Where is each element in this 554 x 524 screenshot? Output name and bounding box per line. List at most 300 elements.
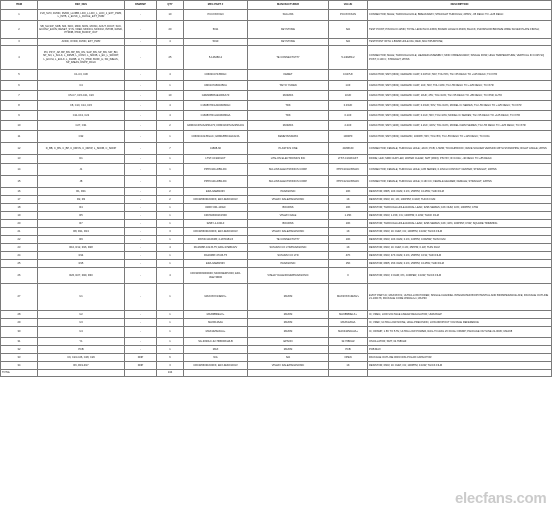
row-ref-des: R6, R19-R17 xyxy=(38,362,125,370)
table-row xyxy=(1,260,552,268)
row-manufacturer: TE CONNECTIVITY xyxy=(248,46,329,70)
row-dni-dnp: - xyxy=(125,176,157,188)
row-mfg-part: ERA-6AEB153V xyxy=(184,260,248,268)
row-value: 10UF xyxy=(329,91,368,101)
row-item: 32 xyxy=(1,346,38,354)
row-item: 20 xyxy=(1,220,38,228)
row-mfg-part: CRCW06031K00FK; ERJ-3EKF1001V xyxy=(184,362,248,370)
row-value: 10K xyxy=(329,236,368,244)
row-item: 19 xyxy=(1,212,38,220)
row-mfg-part: MAX44252AUA+ xyxy=(184,327,248,338)
row-ref-des: R15 xyxy=(38,260,125,268)
row-value: 1.15K xyxy=(329,212,368,220)
row-manufacturer: MAXIM xyxy=(248,346,329,354)
row-qty: 1 xyxy=(157,346,184,354)
row-ref-des: 1V8_SVO, DVDD, DVDD_LLOBB, LDO_L,LDO_L_LDO_1_EXT_PWR, L_INTB, L_ECVK_L_DAYLE_EXT_PWR xyxy=(38,10,125,21)
row-dni-dnp: - xyxy=(125,212,157,220)
row-description: TEST POINT; PIN DIA=0.125IN; TOTAL LENGTH=0.445IN; BOARD HOLE=0.063IN; BLACK; PHOSPHOR BRONZE WIRE SILVER PLATE FINISH; xyxy=(368,21,552,39)
row-item: 9 xyxy=(1,111,38,121)
row-value: N/A xyxy=(329,21,368,39)
row-ref-des: Y1 xyxy=(38,338,125,346)
row-value: 0 xyxy=(329,268,368,284)
table-row xyxy=(1,362,552,370)
row-manufacturer: SULLINS xyxy=(248,10,329,21)
row-value: MAX44252AUA+ xyxy=(329,327,368,338)
table-row xyxy=(1,131,552,143)
row-item: 10 xyxy=(1,121,38,131)
total-empty xyxy=(329,370,368,377)
row-mfg-part: 5011 xyxy=(184,21,248,39)
row-dni-dnp: - xyxy=(125,155,157,164)
row-dni-dnp: - xyxy=(125,91,157,101)
row-dni-dnp: - xyxy=(125,252,157,260)
row-qty: 4 xyxy=(157,39,184,46)
total-qty: 134 xyxy=(157,370,184,377)
table-row xyxy=(1,220,552,228)
row-description: CAPACITOR; SMT (0603); CERAMIC; 1000PF; 50V; TOL=5%; TG=-55 DEGC TO +125 DEGC; TC=C0G xyxy=(368,131,552,143)
row-manufacturer: VISHAY DALE/PANASONIC xyxy=(248,228,329,236)
col-qty: QTY xyxy=(157,1,184,10)
row-qty: 4 xyxy=(157,101,184,111)
row-qty: 1 xyxy=(157,284,184,311)
table-row xyxy=(1,111,552,121)
row-description: RESISTOR; 0603; 1K OHM; 1%; 100PPM; 0.10W; THICK FILM xyxy=(368,228,552,236)
row-item: 16 xyxy=(1,188,38,196)
row-dni-dnp: - xyxy=(125,284,157,311)
row-ref-des: D_BB, C_BN, C_BP, C_DRVN, C_DRVP, L_SDOB, C_SDOP xyxy=(38,143,125,155)
row-value: MAX6126AA xyxy=(329,319,368,327)
row-item: 29 xyxy=(1,319,38,327)
row-value: PCCXXXXAN xyxy=(329,10,368,21)
row-ref-des: R26, R27, R29, R30 xyxy=(38,268,125,284)
row-mfg-part: CRCW06031K15FK xyxy=(184,212,248,220)
row-manufacturer: TDK xyxy=(248,101,329,111)
row-description: RESISTOR; THROUGH-HOLE-RADIAL LEAD; 3296 SERIES; 10K OHM; 10%; 100PPM; 0.5W xyxy=(368,204,552,212)
row-manufacturer: KEMET xyxy=(248,70,329,81)
row-item: 28 xyxy=(1,311,38,319)
row-mfg-part: GRM188R61E106KA73 xyxy=(184,91,248,101)
table-row xyxy=(1,236,552,244)
row-item: 17 xyxy=(1,196,38,204)
row-description: RESISTOR; 0603; 1K OHM; 1%; 100PPM; 0.10W; THICK FILM xyxy=(368,362,552,370)
row-manufacturer: MURATA xyxy=(248,121,329,131)
row-qty: 1 xyxy=(157,338,184,346)
row-qty: 3 xyxy=(157,228,184,236)
row-item: 12 xyxy=(1,143,38,155)
row-qty: 1 xyxy=(157,155,184,164)
table-row xyxy=(1,164,552,176)
table-row xyxy=(1,46,552,70)
table-row xyxy=(1,212,552,220)
row-mfg-part: 5-146280-2 xyxy=(184,46,248,70)
table-row xyxy=(1,284,552,311)
row-description: EVKIT PART-IC; MAX3XXX1; ULTRA-LOW POWER, SINGLE-CHANNEL INTEGRATED BIOPOTENTIAL AND BIOIMPEDANCE AFE; PACKAGE OUTLINE 21-100176; PACKAGE CODE W302L2+1; WLP30 xyxy=(368,284,552,311)
row-ref-des: R4 xyxy=(38,204,125,212)
row-mfg-part: CRCW06031K00FK; ERJ-3EKF1001V xyxy=(184,228,248,236)
row-value: MAX8880ELX+ xyxy=(329,311,368,319)
table-row xyxy=(1,338,552,346)
row-description: CAPACITOR; SMT (1206); CERAMIC CHIP; 2.2UF; 100V; TOL=10%; MODEL=GRM SERIES; TG=-55 DEGC TO +125 DEGC; TC=X7R xyxy=(368,121,552,131)
row-mfg-part: RG1608P-473-B-T5 xyxy=(184,252,248,260)
row-mfg-part: 41808-60 xyxy=(184,143,248,155)
row-ref-des: C1-C3, C30 xyxy=(38,70,125,81)
bom-body xyxy=(1,10,552,370)
row-ref-des: PCB xyxy=(38,346,125,354)
row-qty: 10 xyxy=(157,10,184,21)
row-description: CONNECTOR; FEMALE; THROUGH HOLE; JACK; PCB; 1.5MM; TOUCHPROOF; WAVE SOLDER VERSION WITH STANDPIPE; RIGHT ANGLE; 2PINS xyxy=(368,143,552,155)
row-dni-dnp: - xyxy=(125,101,157,111)
row-qty: 4 xyxy=(157,111,184,121)
row-description: CONNECTOR; FEMALE; THROUGH HOLE; 0.1IN CC; FEMALE HEADER; FEMALE; STRAIGHT; 12PINS xyxy=(368,176,552,188)
row-dni-dnp: - xyxy=(125,338,157,346)
header-row xyxy=(1,1,552,10)
row-ref-des: R10, R12, R16, R28 xyxy=(38,244,125,252)
row-qty: 10 xyxy=(157,91,184,101)
row-mfg-part: MAX6126AA xyxy=(184,319,248,327)
table-row xyxy=(1,155,552,164)
col-item: ITEM xyxy=(1,1,38,10)
row-qty: 1 xyxy=(157,220,184,228)
row-item: 2 xyxy=(1,21,38,39)
row-manufacturer: TAIYO YUDEN xyxy=(248,81,329,91)
row-manufacturer: VISHAY DALE xyxy=(248,212,329,220)
col-mfg-part: MFG PART # xyxy=(184,1,248,10)
row-description: PACKAGE OUTLINE 0603 NON-POLAR CAPACITOR xyxy=(368,354,552,362)
row-qty: 7 xyxy=(157,143,184,155)
row-ref-des: J8 xyxy=(38,176,125,188)
row-description: IC; OPAMP; 1.8V TO 5.5V, ULTRA-LOW POWER, RAIL-TO-RAIL I/O DUAL OPAMP; PACKAGE OUTLINE 21-0036; UMAX8 xyxy=(368,327,552,338)
row-manufacturer: MAXIM xyxy=(248,311,329,319)
row-description: PCB:MAX xyxy=(368,346,552,354)
row-mfg-part: SG-3030LC-32.768000KHZ-B xyxy=(184,338,248,346)
row-manufacturer: KEYSTONE xyxy=(248,39,329,46)
row-value: 10K xyxy=(329,188,368,196)
row-value: 0.047UF xyxy=(329,70,368,81)
row-manufacturer: TE CONNECTIVITY xyxy=(248,236,329,244)
row-qty: 1 xyxy=(157,131,184,143)
row-description: RESISTOR; 0603; 1.15K; 1%; 100PPM; 0.10W; THICK FILM xyxy=(368,212,552,220)
row-qty: 1 xyxy=(157,311,184,319)
row-qty: 3 xyxy=(157,362,184,370)
row-description: TESTPOINT WITH 1.80MM HOLE DIA; RED, MULTIPURPOSE; xyxy=(368,39,552,46)
row-mfg-part: GRM31CR72A225KA73; KRM31KR72A225KA01 xyxy=(184,121,248,131)
row-manufacturer: SUSUMU CO LTD xyxy=(248,252,329,260)
row-ref-des: D1 xyxy=(38,155,125,164)
row-ref-des: J1 xyxy=(38,164,125,176)
row-manufacturer: LITE-ON ELECTRONICS INC xyxy=(248,155,329,164)
row-dni-dnp: - xyxy=(125,111,157,121)
row-dni-dnp: - xyxy=(125,228,157,236)
row-value: LTST-C194KGKT xyxy=(329,155,368,164)
row-ref-des: R8, R11, R13 xyxy=(38,228,125,236)
row-manufacturer: MAXIM xyxy=(248,327,329,338)
row-item: 22 xyxy=(1,236,38,244)
row-dni-dnp: DNP xyxy=(125,362,157,370)
row-dni-dnp: - xyxy=(125,327,157,338)
row-qty: 1 xyxy=(157,81,184,91)
row-mfg-part: 3296Y-1-103LF xyxy=(184,220,248,228)
row-description: RESISTOR; 0603; 47K OHM; 0.1%; 25PPM; 0.1W; THIN FILM xyxy=(368,252,552,260)
row-value: 32.768KHZ xyxy=(329,338,368,346)
row-item: 13 xyxy=(1,155,38,164)
row-ref-des: C8, C10, C14, C15 xyxy=(38,101,125,111)
row-value: 15K xyxy=(329,260,368,268)
row-manufacturer: VISHAY DALE/PANASONIC xyxy=(248,362,329,370)
row-item: 30 xyxy=(1,327,38,338)
row-value: 1UF xyxy=(329,81,368,91)
row-dni-dnp: - xyxy=(125,196,157,204)
row-description: CAPACITOR; SMT (0603); CERAMIC CHIP; 0.047UF; 50V; TOL=5%; TG=-55 DEGC TO +125 DEGC; TC=X7R xyxy=(368,70,552,81)
row-item: 7 xyxy=(1,91,38,101)
table-row xyxy=(1,39,552,46)
table-row xyxy=(1,252,552,260)
row-qty: 1 xyxy=(157,319,184,327)
row-description: RESISTOR; 0603; 10K OHM; 0.1%; 10PPM; 0.0625W; THIN FILM xyxy=(368,236,552,244)
table-row xyxy=(1,21,552,39)
row-dni-dnp: - xyxy=(125,121,157,131)
table-row xyxy=(1,188,552,196)
table-row xyxy=(1,244,552,252)
row-item: 27 xyxy=(1,284,38,311)
row-manufacturer: TDK xyxy=(248,111,329,121)
row-dni-dnp: - xyxy=(125,21,157,39)
row-item: 3 xyxy=(1,39,38,46)
row-ref-des: R2, R3 xyxy=(38,196,125,204)
row-ref-des: SB_SH,SIP_SDB, SDI, SDO, MDD, MON, MONC, AOUT, DOUT, SCK, ECONV_ECNV, RESET_SYN, VREF, MONO1, MONO2, INTOB, RAND, PTRNB, PWR_BUFFP_OUT xyxy=(38,21,125,39)
table-row xyxy=(1,70,552,81)
row-manufacturer: KEMET/MURATA xyxy=(248,131,329,143)
row-manufacturer: SULLINS ELECTRONICS CORP. xyxy=(248,176,329,188)
row-dni-dnp: - xyxy=(125,260,157,268)
row-description: RESISTOR; THROUGH-HOLE-RADIAL LEAD; 3296 SERIES; 10K; 10%; 100PPM; 0.5W; SQUARE TRIMMING xyxy=(368,220,552,228)
row-manufacturer: N/A xyxy=(248,354,329,362)
watermark: elecfans.com xyxy=(455,490,547,507)
row-manufacturer: EPSON xyxy=(248,338,329,346)
row-item: 33 xyxy=(1,354,38,362)
row-description: CONNECTOR; MALE; THROUGH HOLE; HEADER ASSEMBLY; MOD II BREAKAWAY; SINGLE ROW; HIGH TEMPERATURE; VERTICAL IN 0.025 SQ POST; 0.100 C; STRAIGHT; 2PINS xyxy=(368,46,552,70)
row-mfg-part: PPPC121LFBN-RC xyxy=(184,176,248,188)
row-description: RESISTOR; 0603; 0 OHM; 0%; JUMPER; 0.10W; THICK FILM xyxy=(368,268,552,284)
row-dni-dnp: - xyxy=(125,319,157,327)
row-item: 5 xyxy=(1,70,38,81)
row-description: CAPACITOR; SMT (0603); CERAMIC CHIP; 0.33UF; 50V; TOL=10%; MODEL=C SERIES; TG=-55 DEGC TO +125 DEGC; TC=X7R xyxy=(368,101,552,111)
row-mfg-part: C1608X7R1H104K080AA xyxy=(184,111,248,121)
row-description: CONNECTOR; MALE; THROUGH HOLE; BREAKAWAY; STRAIGHT THROUGH; 2PINS; -65 DEGC TO +125 DEGC xyxy=(368,10,552,21)
col-value: VALUE xyxy=(329,1,368,10)
row-ref-des: C27, C31 xyxy=(38,121,125,131)
row-mfg-part: 5010 xyxy=(184,39,248,46)
row-mfg-part: CRCW06031K00FK; ERJ-3EKF1001V xyxy=(184,196,248,204)
row-mfg-part: UMK107ABJ105KA xyxy=(184,81,248,91)
row-item: 18 xyxy=(1,204,38,212)
row-dni-dnp: - xyxy=(125,311,157,319)
table-row xyxy=(1,10,552,21)
table-row xyxy=(1,228,552,236)
row-item: 23 xyxy=(1,244,38,252)
row-qty: 4 xyxy=(157,244,184,252)
row-value: PPPC101LFBN-RC xyxy=(329,164,368,176)
row-value: 1K xyxy=(329,362,368,370)
row-manufacturer: VISHAY DALE/PANASONIC xyxy=(248,196,329,204)
row-manufacturer: PANASONIC xyxy=(248,260,329,268)
row-ref-des: C4 xyxy=(38,81,125,91)
row-dni-dnp: - xyxy=(125,204,157,212)
row-mfg-part: MAX3XXX13ENV+ xyxy=(184,284,248,311)
col-dni-dnp: DNI/DNP xyxy=(125,1,157,10)
table-row xyxy=(1,143,552,155)
row-item: 21 xyxy=(1,228,38,236)
row-manufacturer: KEYSTONE xyxy=(248,21,329,39)
bom-footer xyxy=(1,370,552,377)
row-description: CAPACITOR; SMT (0603); CERAMIC CHIP; 1UF; 50V; TOL=10%; TG=-55 DEGC TO +125 DEGC; TC=X7R xyxy=(368,81,552,91)
row-ref-des: U1 xyxy=(38,284,125,311)
row-ref-des: C32 xyxy=(38,131,125,143)
col-manufacturer: MANUFACTURER xyxy=(248,1,329,10)
row-dni-dnp: - xyxy=(125,81,157,91)
row-manufacturer: MURATA xyxy=(248,91,329,101)
row-ref-des: R7 xyxy=(38,220,125,228)
row-mfg-part: MAX8880ELX+ xyxy=(184,311,248,319)
row-manufacturer: SULLINS ELECTRONICS CORP. xyxy=(248,164,329,176)
row-ref-des: U3 xyxy=(38,319,125,327)
row-qty: 1 xyxy=(157,212,184,220)
row-value: 47K xyxy=(329,252,368,260)
row-item: 15 xyxy=(1,176,38,188)
row-mfg-part: 3296Y-001-103LF xyxy=(184,204,248,212)
table-row xyxy=(1,121,552,131)
row-manufacturer: PANASONIC xyxy=(248,188,329,196)
row-qty: 1 xyxy=(157,236,184,244)
row-mfg-part: RN73C1J10K0B; 4-1879181-5 xyxy=(184,236,248,244)
row-item: 24 xyxy=(1,252,38,260)
total-empty xyxy=(248,370,329,377)
row-manufacturer: MAXIM xyxy=(248,284,329,311)
row-dni-dnp: - xyxy=(125,143,157,155)
total-empty xyxy=(184,370,248,377)
row-value: 1K xyxy=(329,228,368,236)
row-mfg-part: N/A xyxy=(184,354,248,362)
row-description: IC; VREG; LOW-VOLTAGE LINEAR REGULATOR; UMAX8-EP xyxy=(368,311,552,319)
row-ref-des: R9 xyxy=(38,236,125,244)
row-manufacturer: BOURNS xyxy=(248,220,329,228)
bom-header xyxy=(1,1,552,10)
row-qty: 1 xyxy=(157,260,184,268)
row-description: RESISTOR; 0805; 15K OHM; 0.1%; 25PPM; 0.125W; THIN FILM xyxy=(368,260,552,268)
row-value: 2.2UF xyxy=(329,121,368,131)
table-row xyxy=(1,176,552,188)
row-qty: 1 xyxy=(157,164,184,176)
row-ref-des: PN, PP, P_AP, BP_BN, BP_BN_ON, SAP_BN, SP_BN, SIP_BN, SP_SN, L_SCLK, L_DRVB, L_CONV, L_SDOB, L_EC_L_SDORT, L_ECVH, L_ECLK, L_DHNB, H_TL_PWR, BUFF_H, SN_IMEAS, SP_IMEAS, DNPP_RCLK xyxy=(38,46,125,70)
table-row xyxy=(1,268,552,284)
row-description: RESISTOR; 0603; 1K OHM; 0.1%; 25PPM; 0.1W; THIN FILM xyxy=(368,244,552,252)
total-label: TOTAL xyxy=(1,370,38,377)
row-mfg-part: C1608X7R1H334K080AC xyxy=(184,101,248,111)
row-qty: 6 xyxy=(157,354,184,362)
row-qty: 1 xyxy=(157,204,184,212)
row-value: 0.33UF xyxy=(329,101,368,111)
row-description: DIODE; LED; SMD CHIP LED; WATER CLEAR; SMT (0603); PIV=5V; IF=0.02A; -40 DEGC TO +85 DEGC xyxy=(368,155,552,164)
row-description: CAPACITOR; SMT (0603); CERAMIC CHIP; 0.1UF; 50V; TOL=10%; MODEL=C SERIES; TG=-55 DEGC TO +125 DEGC; TC=X7R xyxy=(368,111,552,121)
row-value: N/A xyxy=(329,39,368,46)
table-row xyxy=(1,81,552,91)
row-dni-dnp: - xyxy=(125,131,157,143)
row-dni-dnp: - xyxy=(125,244,157,252)
row-dni-dnp: - xyxy=(125,346,157,354)
row-value: 1000PF xyxy=(329,131,368,143)
row-item: 34 xyxy=(1,362,38,370)
row-mfg-part: MAX xyxy=(184,346,248,354)
table-row xyxy=(1,354,552,362)
row-item: 11 xyxy=(1,131,38,143)
row-ref-des: R14 xyxy=(38,252,125,260)
col-ref-des: REF_DES xyxy=(38,1,125,10)
row-manufacturer: SUSUMU CO LTD/PANASONIC xyxy=(248,244,329,252)
row-qty: 4 xyxy=(157,268,184,284)
row-item: 25 xyxy=(1,260,38,268)
row-value: PPPC121LFBN-RC xyxy=(329,176,368,188)
table-row xyxy=(1,101,552,111)
table-row xyxy=(1,346,552,354)
total-empty xyxy=(38,370,125,377)
row-item: 4 xyxy=(1,46,38,70)
row-qty: 2 xyxy=(157,121,184,131)
row-ref-des: U4 xyxy=(38,327,125,338)
total-empty xyxy=(125,370,157,377)
row-item: 1 xyxy=(1,10,38,21)
row-value: PCB xyxy=(329,346,368,354)
row-dni-dnp: - xyxy=(125,220,157,228)
row-value: OPEN xyxy=(329,354,368,362)
table-row xyxy=(1,204,552,212)
row-mfg-part: LTST-C194KGKT xyxy=(184,155,248,164)
row-mfg-part: ERA-6AEB103V xyxy=(184,188,248,196)
row-description: IC; VREF; ULTRA-LOW-NOISE, HIGH-PRECISION, LOW-DROPOUT VOLTAGE REFERENCE xyxy=(368,319,552,327)
row-dni-dnp: - xyxy=(125,268,157,284)
row-dni-dnp: DNP xyxy=(125,354,157,362)
row-value: 1K xyxy=(329,196,368,204)
row-dni-dnp: - xyxy=(125,188,157,196)
row-item: 14 xyxy=(1,164,38,176)
table-row xyxy=(1,196,552,204)
row-item: 26 xyxy=(1,268,38,284)
table-row xyxy=(1,327,552,338)
row-description: RESISTOR; 0805; 10K OHM; 0.1%; 25PPM; 0.125W; THIN FILM xyxy=(368,188,552,196)
table-row xyxy=(1,319,552,327)
row-value: MAX3XXX13ENV+ xyxy=(329,284,368,311)
row-ref-des: U2 xyxy=(38,311,125,319)
row-description: OSCILLATOR; SMT; 32.768KHZ xyxy=(368,338,552,346)
row-qty: 1 xyxy=(157,176,184,188)
row-qty: 4 xyxy=(157,70,184,81)
row-ref-des: R5 xyxy=(38,212,125,220)
row-qty: 2 xyxy=(157,188,184,196)
row-manufacturer: BOURNS xyxy=(248,204,329,212)
row-mfg-part: C0603C473J5RAC xyxy=(184,70,248,81)
row-ref-des: C9, C24-C26, C28, C29 xyxy=(38,354,125,362)
row-qty: 1 xyxy=(157,327,184,338)
row-dni-dnp: - xyxy=(125,10,157,21)
row-mfg-part: C0603C102J5GAC; GRM1885C1H102JA xyxy=(184,131,248,143)
row-ref-des: R1, R31 xyxy=(38,188,125,196)
col-description: DESCRIPTION xyxy=(368,1,552,10)
row-value: 10K xyxy=(329,220,368,228)
row-value: 5-146280-2 xyxy=(329,46,368,70)
row-item: 6 xyxy=(1,81,38,91)
total-empty xyxy=(368,370,552,377)
row-dni-dnp: - xyxy=(125,70,157,81)
row-description: RESISTOR; 0603; 1K; 1%; 100PPM; 0.10W; THICK FILM xyxy=(368,196,552,204)
total-row xyxy=(1,370,552,377)
